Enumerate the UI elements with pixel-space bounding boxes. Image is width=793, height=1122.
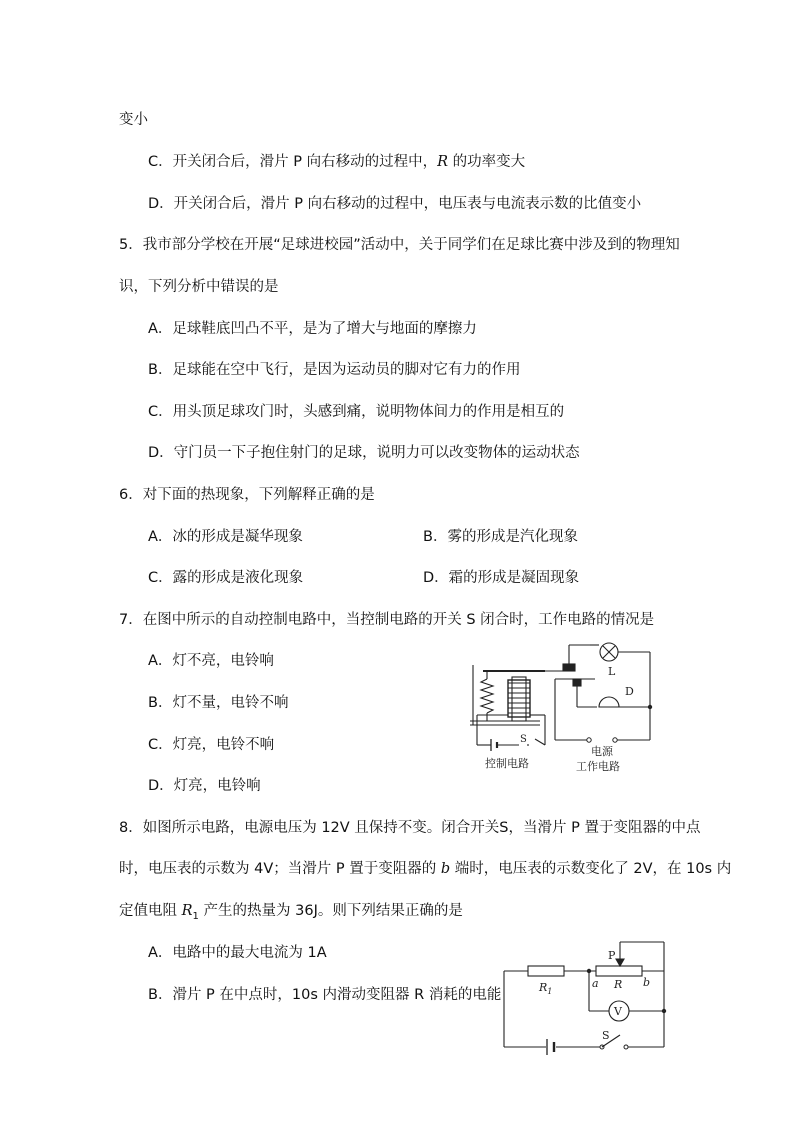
switch-s-label: S (602, 1029, 610, 1042)
q5-option-b: B．足球能在空中飞行，是因为运动员的脚对它有力的作用 (148, 362, 521, 378)
q4-option-c-post: 的功率变大 (452, 154, 526, 170)
q8-stem-line1: 8．如图所示电路，电源电压为 12V 且保持不变。闭合开关S，当滑片 P 置于变阻器的中点 (119, 820, 701, 836)
q4-continuation: 变小 (119, 112, 148, 128)
r1-label-main: R (539, 981, 548, 994)
r1-label (538, 981, 552, 996)
q7-option-d: D．灯亮，电铃响 (148, 778, 261, 794)
switch-label: S (520, 734, 527, 745)
q8-stem-line3-pre: 定值电阻 (119, 903, 182, 919)
slider-p-label: P (608, 949, 616, 962)
voltmeter-icon: V (614, 1005, 622, 1018)
q7-stem: 7．在图中所示的自动控制电路中，当控制电路的开关 S 闭合时，工作电路的情况是 (119, 612, 655, 628)
q7-option-b: B．灯不量，电铃不响 (148, 695, 289, 711)
r1-label-sub: 1 (547, 987, 553, 996)
terminal-a-label: a (592, 977, 599, 990)
q5-option-c: C．用头顶足球攻门时，头感到痛，说明物体间力的作用是相互的 (148, 404, 565, 420)
terminal-b-label: b (643, 976, 651, 989)
q6-option-d: D．霜的形成是凝固现象 (423, 570, 580, 586)
q7-option-a: A．灯不亮，电铃响 (148, 653, 274, 669)
q6-option-c: C．露的形成是液化现象 (148, 570, 304, 586)
q7-option-c: C．灯亮，电铃不响 (148, 737, 275, 753)
q4-option-c-pre: C．开关闭合后，滑片 P 向右移动的过程中， (148, 154, 438, 170)
bell-label: D (625, 685, 634, 698)
q8-stem-line2-pre: 时，电压表的示数为 4V；当滑片 P 置于变阻器的 (119, 861, 441, 877)
power-source-label: 电源 (591, 745, 613, 758)
working-circuit-label: 工作电路 (576, 760, 620, 773)
q8-stem-line3-post: 产生的热量为 36J。则下列结果正确的是 (198, 903, 463, 919)
q6-option-a: A．冰的形成是凝华现象 (148, 529, 303, 545)
q8-stem-line3-var: R (181, 903, 193, 919)
q5-stem-line1: 5．我市部分学校在开展“足球进校园”活动中，关于同学们在足球比赛中涉及到的物理知 (119, 237, 680, 253)
q8-stem-line2-var: b (440, 861, 451, 877)
q5-option-d: D．守门员一下子抱住射门的足球，说明力可以改变物体的运动状态 (148, 445, 580, 461)
q6-option-b: B．雾的形成是汽化现象 (423, 529, 578, 545)
q5-stem-line2: 识，下列分析中错误的是 (119, 279, 279, 295)
q6-stem: 6．对下面的热现象，下列解释正确的是 (119, 487, 375, 503)
q8-stem-line2 (119, 859, 731, 879)
q4-option-d: D．开关闭合后，滑片 P 向右移动的过程中，电压表与电流表示数的比值变小 (148, 196, 642, 212)
rheostat-circuit-diagram (498, 935, 670, 1060)
relay-circuit-diagram (465, 635, 665, 777)
q8-stem-line3-sub: 1 (192, 910, 199, 922)
q8-stem-line3 (119, 901, 463, 927)
q8-option-a: A．电路中的最大电流为 1A (148, 945, 327, 961)
q4-option-c-var: R (437, 154, 449, 170)
q4-option-c (148, 152, 525, 172)
control-circuit-label: 控制电路 (485, 757, 529, 770)
q5-option-a: A．足球鞋底凹凸不平，是为了增大与地面的摩擦力 (148, 321, 477, 337)
rheostat-r-label: R (614, 978, 623, 991)
q8-option-b: B．滑片 P 在中点时，10s 内滑动变阻器 R 消耗的电能 (148, 987, 502, 1003)
q8-stem-line2-post: 端时，电压表的示数变化了 2V，在 10s 内 (450, 861, 732, 877)
lamp-label: L (608, 665, 616, 678)
